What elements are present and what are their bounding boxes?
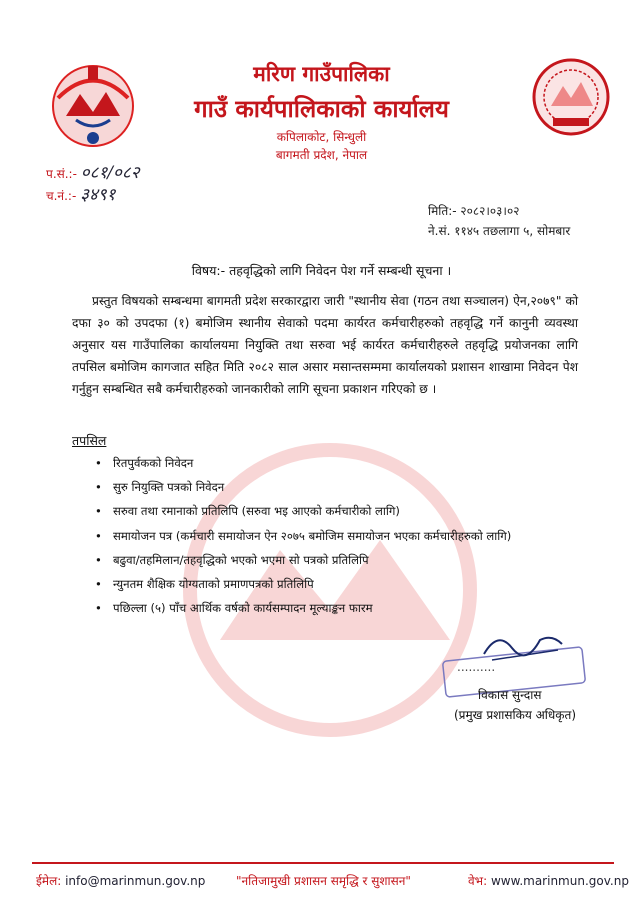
list-item: • बढुवा/तहमिलान/तहवृद्धिको भएको भएमा सो पत्रको प्रतिलिपि — [95, 553, 511, 577]
subject-line: विषय:- तहवृद्धिको लागि निवेदन पेश गर्ने सम्बन्धी सूचना । — [191, 263, 452, 278]
chalani-label: च.नं.:- — [46, 189, 77, 203]
list-item: • सुरु नियुक्ति पत्रको निवेदन — [95, 480, 511, 504]
web-link[interactable]: www.marinmun.gov.np — [490, 874, 629, 888]
tapasil-list — [95, 456, 511, 625]
chalani-value: ३४९१ — [80, 185, 116, 205]
list-item: • रितपुर्वकको निवेदन — [95, 456, 511, 480]
tapasil-heading: तपसिल — [72, 433, 107, 448]
office-name: गाउँ कार्यपालिकाको कार्यालय — [194, 95, 449, 123]
list-item: • पछिल्ला (५) पाँच आर्थिक वर्षको कार्यसम्पादन मूल्याङ्कन फारम — [95, 601, 511, 625]
date-miti: मिति:- २०८२।०३।०२ — [428, 204, 520, 218]
address-line-2: बागमती प्रदेश, नेपाल — [275, 148, 368, 162]
list-item: • समायोजन पत्र (कर्मचारी समायोजन ऐन २०७५ बमोजिम समायोजन भएका कर्मचारीहरुको लागि) — [95, 529, 511, 553]
signer-title: (प्रमुख प्रशासकिय अधिकृत) — [454, 708, 577, 722]
signer-name: विकास सुन्दास — [478, 688, 542, 702]
footer-slogan: "नतिजामुखी प्रशासन समृद्धि र सुशासन" — [236, 874, 411, 888]
footer-divider — [32, 862, 614, 864]
web-label: वेभ: — [468, 874, 488, 888]
patra-value: ०८१/०८२ — [80, 163, 140, 183]
date-nepal-sambat: ने.सं. ११४५ तछलागा ५, सोमबार — [428, 224, 571, 238]
email-link[interactable]: info@marinmun.gov.np — [65, 874, 206, 888]
footer-web — [468, 872, 629, 889]
signature-dots: .......... — [457, 660, 496, 674]
notice-body: प्रस्तुत विषयको सम्बन्धमा बागमती प्रदेश सरकारद्वारा जारी "स्थानीय सेवा (गठन तथा सञ्चालन) ऐन,२०७९" को दफा ३० को उपदफा (१) बमोजिम स्थानीय सेवाको पदमा कार्यरत कर्मचारीहरुको तहवृद्धि गर्ने कानुनी व्यवस्था अनुसार यस गाउँपालिका कार्यालयमा नियुक्ति तथा सरुवा भई कार्यरत कर्मचारीहरुले तहवृद्धि प्रयोजनका लागि तपसिल बमोजिम कागजात सहित मिति २०८२ साल असार मसान्तसम्ममा कार्यालयको प्रशासन शाखामा निवेदन पेश गर्नुहुन सम्बन्धित सबै कर्मचारीहरुको जानकारीको लागि सूचना प्रकाशन गरिएको छ । — [72, 294, 578, 396]
email-label: ईमेल: — [36, 874, 62, 888]
footer-email — [36, 872, 205, 889]
patra-label: प.सं.:- — [46, 167, 77, 181]
patra-sankhya — [46, 160, 140, 183]
list-item: • सरुवा तथा रमानाको प्रतिलिपि (सरुवा भइ आएको कर्मचारीको लागि) — [95, 504, 511, 528]
list-item: • न्युनतम शैक्षिक योग्यताको प्रमाणपत्रको प्रतिलिपि — [95, 577, 511, 601]
address-line-1: कपिलाकोट, सिन्धुली — [276, 130, 367, 144]
municipality-name: मरिण गाउँपालिका — [253, 62, 390, 86]
chalani-number — [46, 182, 116, 205]
